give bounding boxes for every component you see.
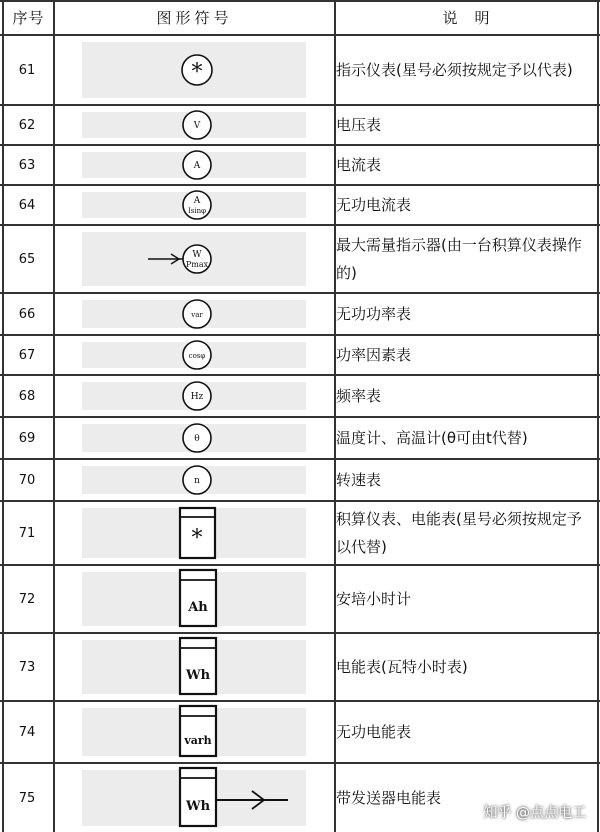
symbol-label: A bbox=[193, 196, 201, 206]
row-number: 72 bbox=[18, 591, 36, 607]
symbol-cell bbox=[56, 764, 334, 832]
meter-symbol-icon bbox=[56, 764, 334, 832]
symbol-cell bbox=[56, 376, 334, 416]
row-number: 75 bbox=[18, 790, 36, 806]
row-number: 65 bbox=[18, 251, 36, 267]
row-number: 61 bbox=[18, 62, 36, 78]
row-description: 电流表 bbox=[336, 156, 382, 174]
table-row bbox=[0, 146, 600, 184]
header-num: 序号 bbox=[12, 8, 45, 27]
symbol-label: Ah bbox=[188, 600, 208, 615]
table-row bbox=[0, 460, 600, 500]
meter-symbol-icon bbox=[56, 376, 334, 416]
row-description: 频率表 bbox=[336, 387, 382, 405]
table-row bbox=[0, 336, 600, 374]
row-description: 电压表 bbox=[336, 116, 382, 134]
row-description: 温度计、高温计(θ可由t代替) bbox=[336, 429, 528, 447]
symbol-cell bbox=[56, 502, 334, 564]
meter-symbol-icon bbox=[56, 460, 334, 500]
row-description: 电能表(瓦特小时表) bbox=[336, 658, 468, 676]
symbol-label: Wh bbox=[185, 799, 211, 814]
meter-symbol-icon bbox=[56, 294, 334, 334]
row-description: 积算仪表、电能表(星号必须按规定予以代替) bbox=[336, 510, 582, 556]
row-description: 无功电能表 bbox=[336, 723, 412, 741]
row-number: 64 bbox=[18, 197, 36, 213]
table-row bbox=[0, 418, 600, 458]
meter-symbol-icon bbox=[56, 36, 334, 104]
symbol-cell bbox=[56, 294, 334, 334]
row-description: 无功功率表 bbox=[336, 305, 412, 323]
watermark: 知乎 @点点电工 bbox=[483, 805, 586, 821]
row-number: 68 bbox=[18, 388, 36, 404]
symbol-cell bbox=[56, 418, 334, 458]
meter-symbol-icon bbox=[56, 186, 334, 224]
meter-symbol-icon bbox=[56, 226, 334, 292]
row-number: 63 bbox=[18, 157, 36, 173]
header-desc: 说 明 bbox=[442, 8, 491, 27]
table-row bbox=[0, 566, 600, 632]
symbol-cell bbox=[56, 226, 334, 292]
symbol-sublabel: Isinφ bbox=[187, 207, 207, 215]
meter-symbol-icon bbox=[56, 336, 334, 374]
table-row bbox=[0, 36, 600, 104]
row-description: 带发送器电能表 bbox=[336, 789, 442, 807]
symbol-label: θ bbox=[194, 434, 200, 444]
symbol-cell bbox=[56, 702, 334, 762]
symbol-label: A bbox=[193, 161, 201, 171]
table-row bbox=[0, 294, 600, 334]
symbol-label: n bbox=[194, 476, 200, 486]
symbol-cell bbox=[56, 106, 334, 144]
symbol-label: varh bbox=[184, 734, 212, 747]
header-symbol: 图形符号 bbox=[156, 8, 233, 27]
table-row bbox=[0, 106, 600, 144]
meter-symbol-icon bbox=[56, 146, 334, 184]
row-description: 最大需量指示器(由一台积算仪表操作的) bbox=[336, 236, 582, 282]
symbol-cell bbox=[56, 634, 334, 700]
symbol-label: Hz bbox=[190, 392, 204, 402]
table-row bbox=[0, 376, 600, 416]
row-number: 70 bbox=[18, 472, 36, 488]
row-number: 67 bbox=[18, 347, 36, 363]
symbol-cell bbox=[56, 186, 334, 224]
table-row bbox=[0, 634, 600, 700]
row-number: 66 bbox=[18, 306, 36, 322]
symbol-label: var bbox=[191, 311, 203, 319]
meter-symbol-icon bbox=[56, 502, 334, 564]
meter-symbol-icon bbox=[56, 702, 334, 762]
row-description: 指示仪表(星号必须按规定予以代表) bbox=[336, 61, 573, 79]
meter-symbol-icon bbox=[56, 566, 334, 632]
symbol-label: * bbox=[191, 60, 203, 85]
symbol-label: Wh bbox=[185, 668, 211, 683]
row-number: 62 bbox=[18, 117, 36, 133]
symbol-cell bbox=[56, 36, 334, 104]
row-description: 无功电流表 bbox=[336, 196, 412, 214]
symbol-label: W bbox=[192, 250, 202, 260]
table-row bbox=[0, 702, 600, 762]
table-row bbox=[0, 186, 600, 224]
symbol-cell bbox=[56, 460, 334, 500]
row-description: 安培小时计 bbox=[336, 590, 412, 608]
symbol-label: V bbox=[193, 121, 201, 131]
row-description: 功率因素表 bbox=[336, 346, 412, 364]
symbol-label: cosφ bbox=[188, 352, 206, 360]
symbol-sublabel: Pmax bbox=[185, 260, 209, 269]
meter-symbol-icon bbox=[56, 634, 334, 700]
row-number: 73 bbox=[18, 659, 36, 675]
row-number: 69 bbox=[18, 430, 36, 446]
symbol-cell bbox=[56, 146, 334, 184]
row-description: 转速表 bbox=[336, 471, 382, 489]
row-number: 74 bbox=[18, 724, 36, 740]
symbol-cell bbox=[56, 336, 334, 374]
symbol-cell bbox=[56, 566, 334, 632]
table-row bbox=[0, 502, 600, 564]
table-row bbox=[0, 226, 600, 292]
meter-symbol-icon bbox=[56, 418, 334, 458]
symbol-label: * bbox=[191, 526, 203, 551]
meter-symbol-icon bbox=[56, 106, 334, 144]
row-number: 71 bbox=[18, 525, 36, 541]
